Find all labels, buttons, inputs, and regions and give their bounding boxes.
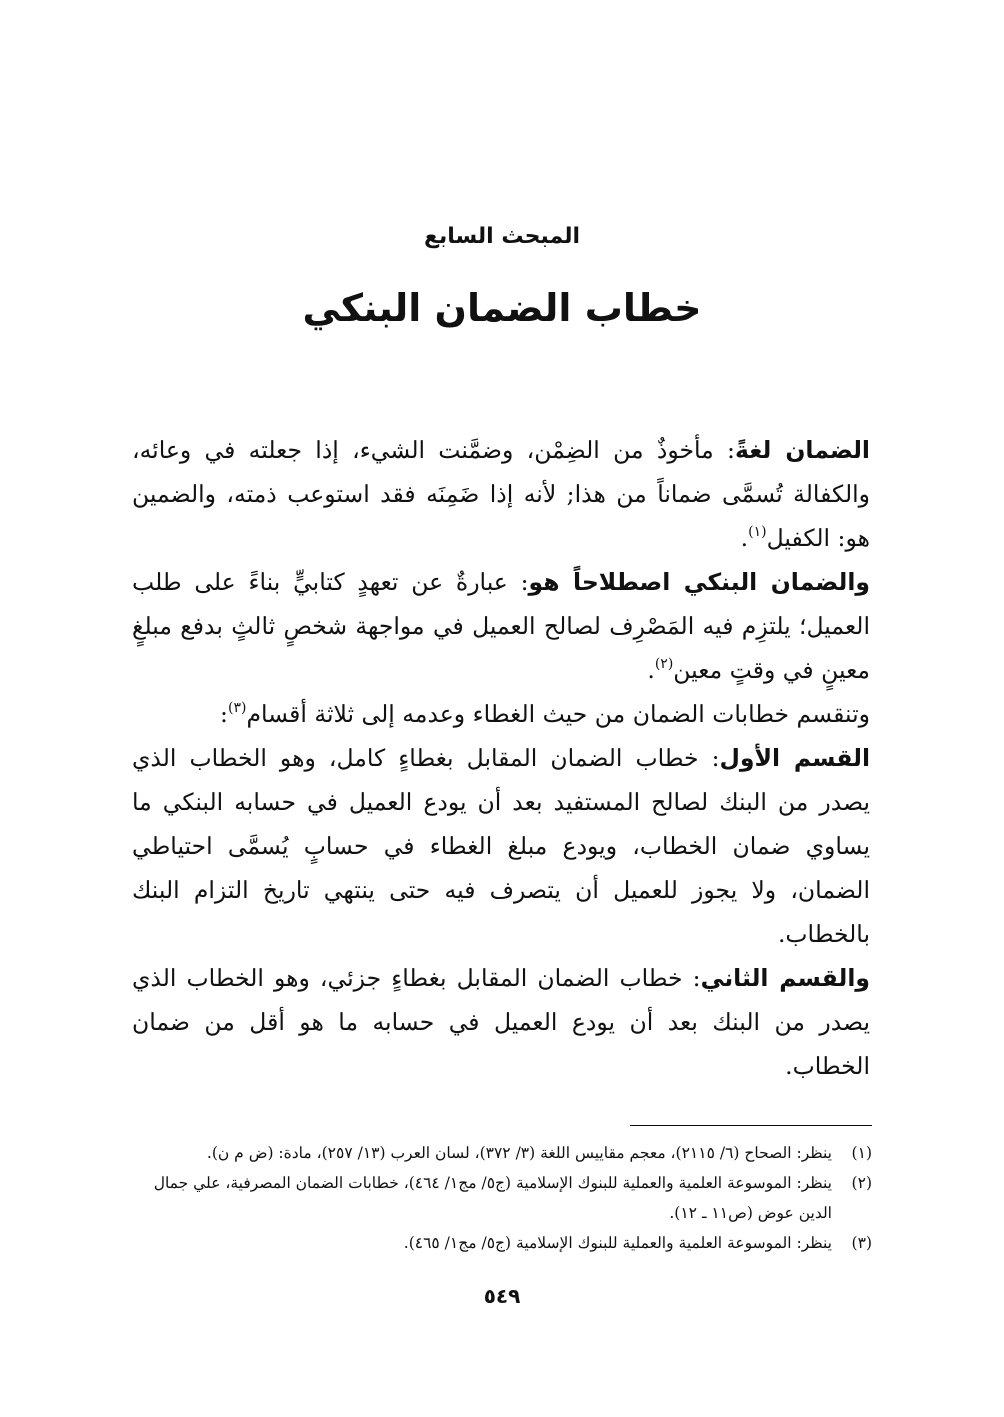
paragraph-definition-linguistic <box>132 428 870 560</box>
term: والقسم الثاني <box>700 964 870 992</box>
term: والضمان البنكي اصطلاحاً هو <box>528 568 870 596</box>
footnote-number: (٢) <box>851 1174 872 1192</box>
term: الضمان لغةً <box>734 436 870 464</box>
footnote-ref[interactable]: (١) <box>748 524 767 541</box>
paragraph-first-section <box>132 736 870 956</box>
footnote-ref[interactable]: (٢) <box>654 656 674 673</box>
paragraph-definition-technical <box>132 560 870 692</box>
footnote-number: (٣) <box>851 1234 872 1252</box>
term: القسم الأول <box>719 744 870 772</box>
footnote-text: ينظر: الصحاح (٦/ ٢١١٥)، معجم مقاييس اللغة (٣/ ٣٧٢)، لسان العرب (١٣/ ٢٥٧)، مادة: (ض م ن). <box>206 1144 832 1162</box>
section-label: المبحث السابع <box>423 224 581 249</box>
footnotes <box>132 1138 872 1258</box>
footnote-item <box>132 1138 872 1168</box>
paragraph-end: : <box>220 700 228 728</box>
paragraph-division <box>132 692 870 736</box>
footnote-item <box>132 1168 872 1228</box>
paragraph-text: : عبارةٌ عن تعهدٍ كتابيٍّ بناءً على طلب العميل؛ يلتزِم فيه المَصْرِف لصالح العميل في مواجهة شخصٍ ثالثٍ بدفع مبلغٍ معينٍ في وقتٍ معين <box>132 568 870 684</box>
footnote-text: ينظر: الموسوعة العلمية والعملية للبنوك الإسلامية (ج٥/ مج١/ ٤٦٤)، خطابات الضمان المصرفية، علي جمال الدين عوض (ص١١ ـ ١٢). <box>153 1174 832 1222</box>
footnote-ref[interactable]: (٣) <box>227 700 247 717</box>
footnote-text: ينظر: الموسوعة العلمية والعملية للبنوك الإسلامية (ج٥/ مج١/ ٤٦٥). <box>403 1234 832 1252</box>
paragraph-text: : مأخوذٌ من الضِمْن، وضمَّنت الشيء، إذا جعلته في وعائه، والكفالة تُسمَّى ضماناً من هذا; لأنه إذا ضَمِنَه فقد استوعب ذمته، والضمين هو: الكفيل <box>132 436 870 552</box>
page-number: ٥٤٩ <box>483 1284 521 1308</box>
footnote-item <box>132 1228 872 1258</box>
paragraph-text: : خطاب الضمان المقابل بغطاءٍ كامل، وهو الخطاب الذي يصدر من البنك لصالح المستفيد بعد أن يودع العميل في حسابه البنكي ما يساوي ضمان الخطاب، ويودع مبلغ الغطاء في حسابٍ يُسمَّى احتياطي الضمان، ولا يجوز للعميل أن يتصرف فيه حتى ينتهي تاريخ التزام البنك بالخطاب. <box>132 744 870 948</box>
paragraph-text: وتنقسم خطابات الضمان من حيث الغطاء وعدمه إلى ثلاثة أقسام <box>246 700 870 728</box>
paragraph-end: . <box>647 656 655 684</box>
paragraph-end: . <box>740 524 749 552</box>
page-title: خطاب الضمان البنكي <box>302 286 702 330</box>
footnote-divider <box>630 1125 872 1126</box>
footnote-number: (١) <box>851 1144 872 1162</box>
paragraph-second-section <box>132 956 870 1088</box>
paragraph-text: : خطاب الضمان المقابل بغطاءٍ جزئي، وهو الخطاب الذي يصدر من البنك بعد أن يودع العميل في حسابه ما هو أقل من ضمان الخطاب. <box>132 964 870 1080</box>
body-text <box>132 428 870 1088</box>
